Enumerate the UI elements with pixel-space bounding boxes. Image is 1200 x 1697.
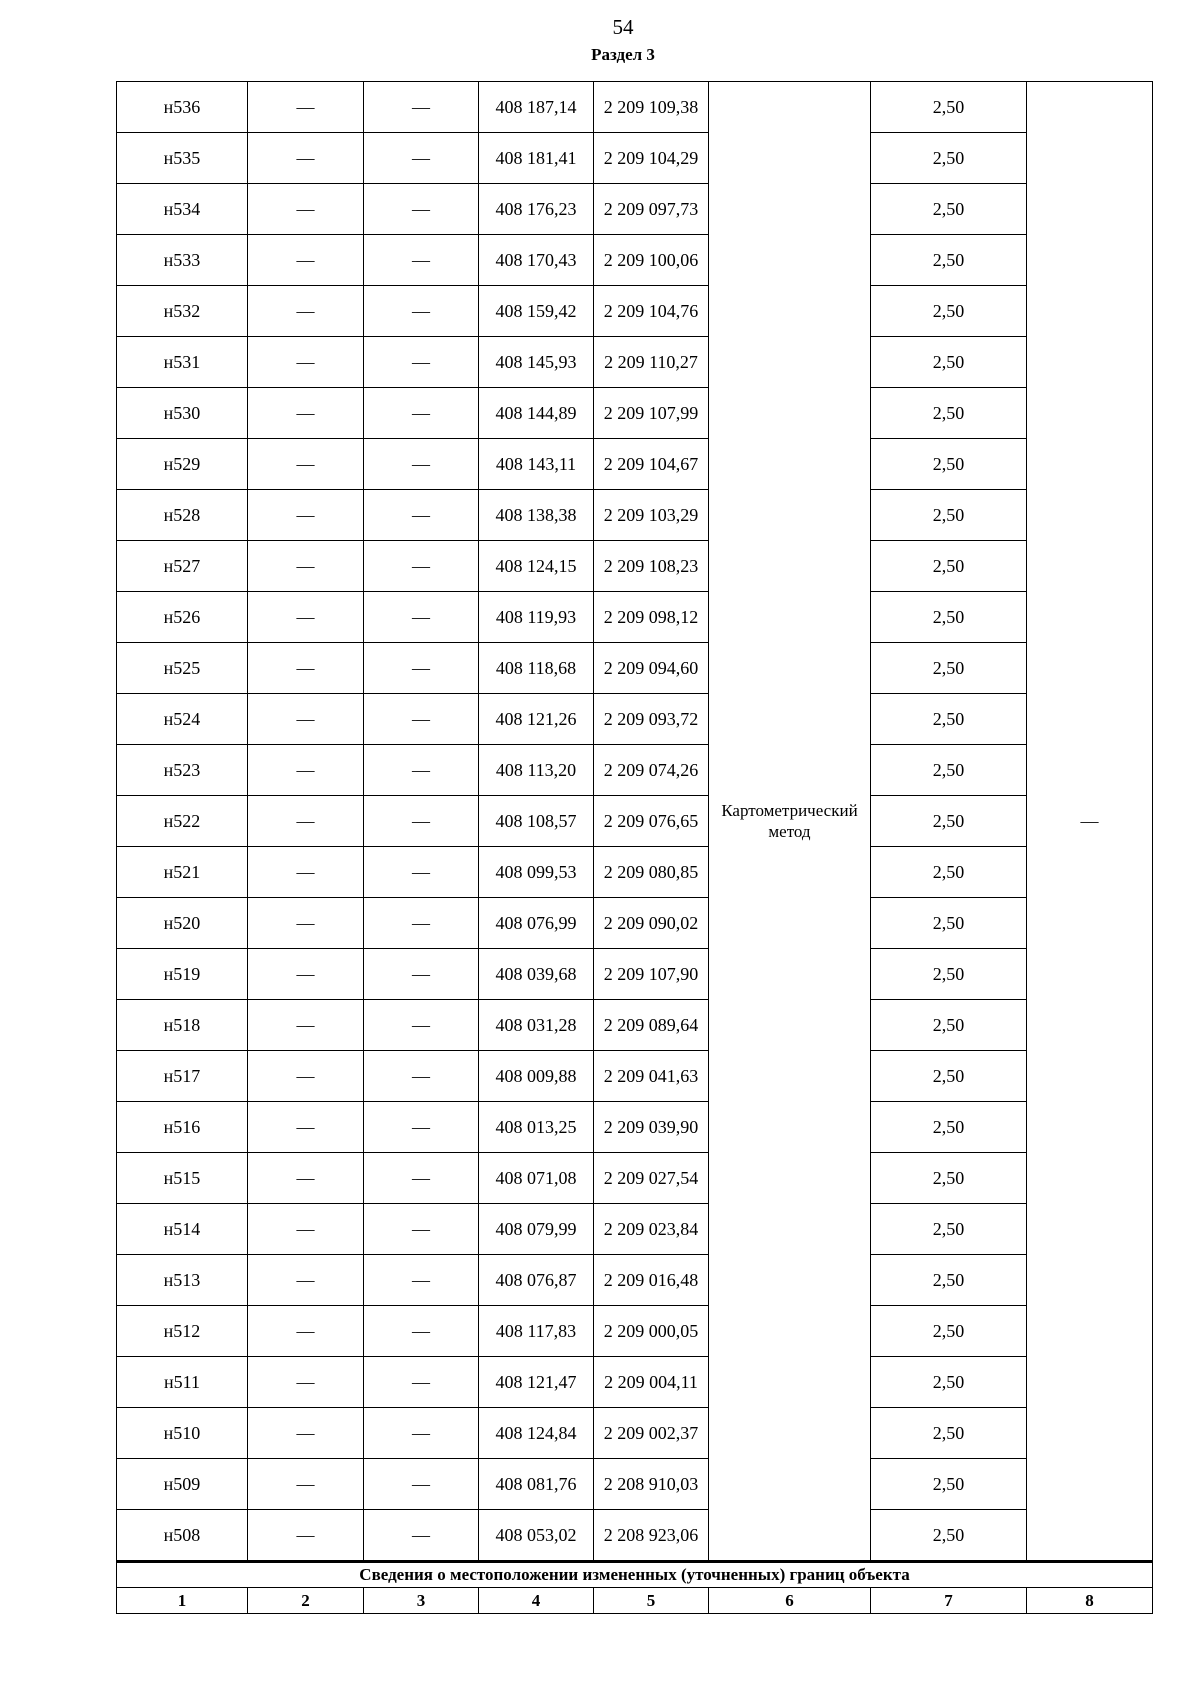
table-body: [117, 82, 1153, 1562]
dash-cell-col2: —: [248, 1357, 364, 1408]
point-cell: н512: [117, 1306, 248, 1357]
dash-cell-col2: —: [248, 1459, 364, 1510]
y-coordinate-cell: 2 208 923,06: [594, 1510, 709, 1562]
accuracy-cell: 2,50: [871, 490, 1027, 541]
accuracy-cell: 2,50: [871, 1459, 1027, 1510]
point-cell: н533: [117, 235, 248, 286]
dash-cell-col3: —: [364, 235, 479, 286]
dash-cell-col2: —: [248, 286, 364, 337]
dash-cell-col3: —: [364, 1306, 479, 1357]
point-cell: н529: [117, 439, 248, 490]
accuracy-cell: 2,50: [871, 1000, 1027, 1051]
point-cell: н526: [117, 592, 248, 643]
point-cell: н510: [117, 1408, 248, 1459]
y-coordinate-cell: 2 209 098,12: [594, 592, 709, 643]
dash-cell-col2: —: [248, 1408, 364, 1459]
dash-cell-col3: —: [364, 1102, 479, 1153]
y-coordinate-cell: 2 209 016,48: [594, 1255, 709, 1306]
x-coordinate-cell: 408 118,68: [479, 643, 594, 694]
dash-cell-col3: —: [364, 1510, 479, 1562]
x-coordinate-cell: 408 117,83: [479, 1306, 594, 1357]
dash-cell-col2: —: [248, 694, 364, 745]
y-coordinate-cell: 2 209 104,67: [594, 439, 709, 490]
dash-cell-col3: —: [364, 1204, 479, 1255]
table-row: [117, 235, 1153, 286]
dash-cell-col3: —: [364, 439, 479, 490]
dash-cell-col2: —: [248, 592, 364, 643]
accuracy-cell: 2,50: [871, 1510, 1027, 1562]
y-coordinate-cell: 2 209 108,23: [594, 541, 709, 592]
accuracy-cell: 2,50: [871, 82, 1027, 133]
point-cell: н521: [117, 847, 248, 898]
column8-cell: —: [1027, 82, 1153, 1562]
table-row: [117, 1408, 1153, 1459]
y-coordinate-cell: 2 208 910,03: [594, 1459, 709, 1510]
accuracy-cell: 2,50: [871, 694, 1027, 745]
dash-cell-col3: —: [364, 898, 479, 949]
dash-cell-col3: —: [364, 82, 479, 133]
x-coordinate-cell: 408 031,28: [479, 1000, 594, 1051]
point-cell: н534: [117, 184, 248, 235]
x-coordinate-cell: 408 108,57: [479, 796, 594, 847]
point-cell: н509: [117, 1459, 248, 1510]
accuracy-cell: 2,50: [871, 745, 1027, 796]
x-coordinate-cell: 408 119,93: [479, 592, 594, 643]
dash-cell-col2: —: [248, 388, 364, 439]
method-cell: Картометрический метод: [709, 82, 871, 1562]
table-row: [117, 337, 1153, 388]
table-caption: Сведения о местоположении измененных (уточненных) границ объекта: [117, 1562, 1153, 1588]
point-cell: н515: [117, 1153, 248, 1204]
dash-cell-col3: —: [364, 286, 479, 337]
x-coordinate-cell: 408 121,26: [479, 694, 594, 745]
y-coordinate-cell: 2 209 097,73: [594, 184, 709, 235]
y-coordinate-cell: 2 209 004,11: [594, 1357, 709, 1408]
dash-cell-col2: —: [248, 82, 364, 133]
column-number-cell: 8: [1027, 1588, 1153, 1614]
column-number-cell: 3: [364, 1588, 479, 1614]
table-row: [117, 847, 1153, 898]
dash-cell-col3: —: [364, 490, 479, 541]
dash-cell-col2: —: [248, 439, 364, 490]
point-cell: н530: [117, 388, 248, 439]
column-number-cell: 4: [479, 1588, 594, 1614]
accuracy-cell: 2,50: [871, 1051, 1027, 1102]
table-row: [117, 1102, 1153, 1153]
dash-cell-col2: —: [248, 745, 364, 796]
dash-cell-col3: —: [364, 1459, 479, 1510]
x-coordinate-cell: 408 099,53: [479, 847, 594, 898]
y-coordinate-cell: 2 209 093,72: [594, 694, 709, 745]
y-coordinate-cell: 2 209 027,54: [594, 1153, 709, 1204]
table-row: [117, 592, 1153, 643]
x-coordinate-cell: 408 009,88: [479, 1051, 594, 1102]
dash-cell-col2: —: [248, 1306, 364, 1357]
point-cell: н524: [117, 694, 248, 745]
y-coordinate-cell: 2 209 103,29: [594, 490, 709, 541]
x-coordinate-cell: 408 013,25: [479, 1102, 594, 1153]
dash-cell-col3: —: [364, 643, 479, 694]
table-row: [117, 1510, 1153, 1562]
y-coordinate-cell: 2 209 039,90: [594, 1102, 709, 1153]
table-row: [117, 643, 1153, 694]
point-cell: н519: [117, 949, 248, 1000]
table-row: [117, 1051, 1153, 1102]
table-row: [117, 1306, 1153, 1357]
dash-cell-col2: —: [248, 1255, 364, 1306]
x-coordinate-cell: 408 113,20: [479, 745, 594, 796]
dash-cell-col3: —: [364, 388, 479, 439]
table-row: [117, 82, 1153, 133]
table-row: [117, 490, 1153, 541]
dash-cell-col2: —: [248, 1102, 364, 1153]
y-coordinate-cell: 2 209 076,65: [594, 796, 709, 847]
y-coordinate-cell: 2 209 023,84: [594, 1204, 709, 1255]
accuracy-cell: 2,50: [871, 286, 1027, 337]
accuracy-cell: 2,50: [871, 592, 1027, 643]
table-row: [117, 796, 1153, 847]
x-coordinate-cell: 408 076,87: [479, 1255, 594, 1306]
table-row: [117, 694, 1153, 745]
y-coordinate-cell: 2 209 002,37: [594, 1408, 709, 1459]
accuracy-cell: 2,50: [871, 643, 1027, 694]
dash-cell-col3: —: [364, 541, 479, 592]
point-cell: н508: [117, 1510, 248, 1562]
column-number-cell: 6: [709, 1588, 871, 1614]
x-coordinate-cell: 408 176,23: [479, 184, 594, 235]
table-row: [117, 439, 1153, 490]
table-row: [117, 1204, 1153, 1255]
dash-cell-col3: —: [364, 694, 479, 745]
accuracy-cell: 2,50: [871, 1408, 1027, 1459]
table-row: [117, 949, 1153, 1000]
x-coordinate-cell: 408 181,41: [479, 133, 594, 184]
page-number: 54: [612, 15, 634, 39]
x-coordinate-cell: 408 124,84: [479, 1408, 594, 1459]
table-row: [117, 286, 1153, 337]
dash-cell-col2: —: [248, 1510, 364, 1562]
column-numbers-row: [117, 1588, 1153, 1614]
accuracy-cell: 2,50: [871, 949, 1027, 1000]
point-cell: н525: [117, 643, 248, 694]
accuracy-cell: 2,50: [871, 898, 1027, 949]
x-coordinate-cell: 408 170,43: [479, 235, 594, 286]
accuracy-cell: 2,50: [871, 1204, 1027, 1255]
y-coordinate-cell: 2 209 100,06: [594, 235, 709, 286]
y-coordinate-cell: 2 209 090,02: [594, 898, 709, 949]
dash-cell-col2: —: [248, 1051, 364, 1102]
accuracy-cell: 2,50: [871, 847, 1027, 898]
table-row: [117, 898, 1153, 949]
accuracy-cell: 2,50: [871, 1255, 1027, 1306]
y-coordinate-cell: 2 209 000,05: [594, 1306, 709, 1357]
point-cell: н518: [117, 1000, 248, 1051]
point-cell: н511: [117, 1357, 248, 1408]
accuracy-cell: 2,50: [871, 796, 1027, 847]
table-row: [117, 745, 1153, 796]
dash-cell-col2: —: [248, 133, 364, 184]
dash-cell-col2: —: [248, 643, 364, 694]
dash-cell-col2: —: [248, 949, 364, 1000]
accuracy-cell: 2,50: [871, 1153, 1027, 1204]
accuracy-cell: 2,50: [871, 184, 1027, 235]
accuracy-cell: 2,50: [871, 1102, 1027, 1153]
dash-cell-col2: —: [248, 490, 364, 541]
y-coordinate-cell: 2 209 074,26: [594, 745, 709, 796]
y-coordinate-cell: 2 209 104,29: [594, 133, 709, 184]
x-coordinate-cell: 408 071,08: [479, 1153, 594, 1204]
dash-cell-col2: —: [248, 898, 364, 949]
x-coordinate-cell: 408 138,38: [479, 490, 594, 541]
y-coordinate-cell: 2 209 110,27: [594, 337, 709, 388]
dash-cell-col2: —: [248, 235, 364, 286]
point-cell: н528: [117, 490, 248, 541]
x-coordinate-cell: 408 144,89: [479, 388, 594, 439]
y-coordinate-cell: 2 209 104,76: [594, 286, 709, 337]
table-row: [117, 1000, 1153, 1051]
y-coordinate-cell: 2 209 107,99: [594, 388, 709, 439]
point-cell: н523: [117, 745, 248, 796]
dash-cell-col3: —: [364, 1051, 479, 1102]
dash-cell-col3: —: [364, 1357, 479, 1408]
point-cell: н527: [117, 541, 248, 592]
x-coordinate-cell: 408 159,42: [479, 286, 594, 337]
dash-cell-col3: —: [364, 592, 479, 643]
point-cell: н522: [117, 796, 248, 847]
point-cell: н516: [117, 1102, 248, 1153]
table-row: [117, 541, 1153, 592]
table-row: [117, 133, 1153, 184]
y-coordinate-cell: 2 209 109,38: [594, 82, 709, 133]
column-number-cell: 5: [594, 1588, 709, 1614]
point-cell: н513: [117, 1255, 248, 1306]
dash-cell-col3: —: [364, 184, 479, 235]
x-coordinate-cell: 408 187,14: [479, 82, 594, 133]
column-number-cell: 7: [871, 1588, 1027, 1614]
x-coordinate-cell: 408 143,11: [479, 439, 594, 490]
section-title: Раздел 3: [591, 45, 655, 64]
dash-cell-col3: —: [364, 337, 479, 388]
column-number-cell: 1: [117, 1588, 248, 1614]
accuracy-cell: 2,50: [871, 439, 1027, 490]
x-coordinate-cell: 408 121,47: [479, 1357, 594, 1408]
dash-cell-col3: —: [364, 133, 479, 184]
y-coordinate-cell: 2 209 080,85: [594, 847, 709, 898]
dash-cell-col3: —: [364, 949, 479, 1000]
point-cell: н531: [117, 337, 248, 388]
dash-cell-col3: —: [364, 1153, 479, 1204]
accuracy-cell: 2,50: [871, 133, 1027, 184]
x-coordinate-cell: 408 039,68: [479, 949, 594, 1000]
x-coordinate-cell: 408 076,99: [479, 898, 594, 949]
accuracy-cell: 2,50: [871, 1306, 1027, 1357]
table-row: [117, 1357, 1153, 1408]
table-row: [117, 1459, 1153, 1510]
point-cell: н514: [117, 1204, 248, 1255]
y-coordinate-cell: 2 209 041,63: [594, 1051, 709, 1102]
coordinates-table: [116, 81, 1153, 1614]
table-row: [117, 388, 1153, 439]
point-cell: н532: [117, 286, 248, 337]
accuracy-cell: 2,50: [871, 235, 1027, 286]
dash-cell-col3: —: [364, 847, 479, 898]
accuracy-cell: 2,50: [871, 541, 1027, 592]
point-cell: н517: [117, 1051, 248, 1102]
dash-cell-col2: —: [248, 1204, 364, 1255]
dash-cell-col2: —: [248, 1000, 364, 1051]
x-coordinate-cell: 408 081,76: [479, 1459, 594, 1510]
dash-cell-col3: —: [364, 796, 479, 847]
dash-cell-col2: —: [248, 541, 364, 592]
column-number-cell: 2: [248, 1588, 364, 1614]
dash-cell-col2: —: [248, 796, 364, 847]
point-cell: н520: [117, 898, 248, 949]
table-row: [117, 1255, 1153, 1306]
dash-cell-col2: —: [248, 184, 364, 235]
dash-cell-col3: —: [364, 745, 479, 796]
x-coordinate-cell: 408 053,02: [479, 1510, 594, 1562]
accuracy-cell: 2,50: [871, 337, 1027, 388]
table-row: [117, 184, 1153, 235]
dash-cell-col3: —: [364, 1408, 479, 1459]
point-cell: н536: [117, 82, 248, 133]
dash-cell-col3: —: [364, 1000, 479, 1051]
table-row: [117, 1153, 1153, 1204]
dash-cell-col3: —: [364, 1255, 479, 1306]
dash-cell-col2: —: [248, 337, 364, 388]
y-coordinate-cell: 2 209 094,60: [594, 643, 709, 694]
x-coordinate-cell: 408 124,15: [479, 541, 594, 592]
dash-cell-col2: —: [248, 1153, 364, 1204]
point-cell: н535: [117, 133, 248, 184]
x-coordinate-cell: 408 079,99: [479, 1204, 594, 1255]
y-coordinate-cell: 2 209 107,90: [594, 949, 709, 1000]
accuracy-cell: 2,50: [871, 388, 1027, 439]
y-coordinate-cell: 2 209 089,64: [594, 1000, 709, 1051]
accuracy-cell: 2,50: [871, 1357, 1027, 1408]
x-coordinate-cell: 408 145,93: [479, 337, 594, 388]
dash-cell-col2: —: [248, 847, 364, 898]
